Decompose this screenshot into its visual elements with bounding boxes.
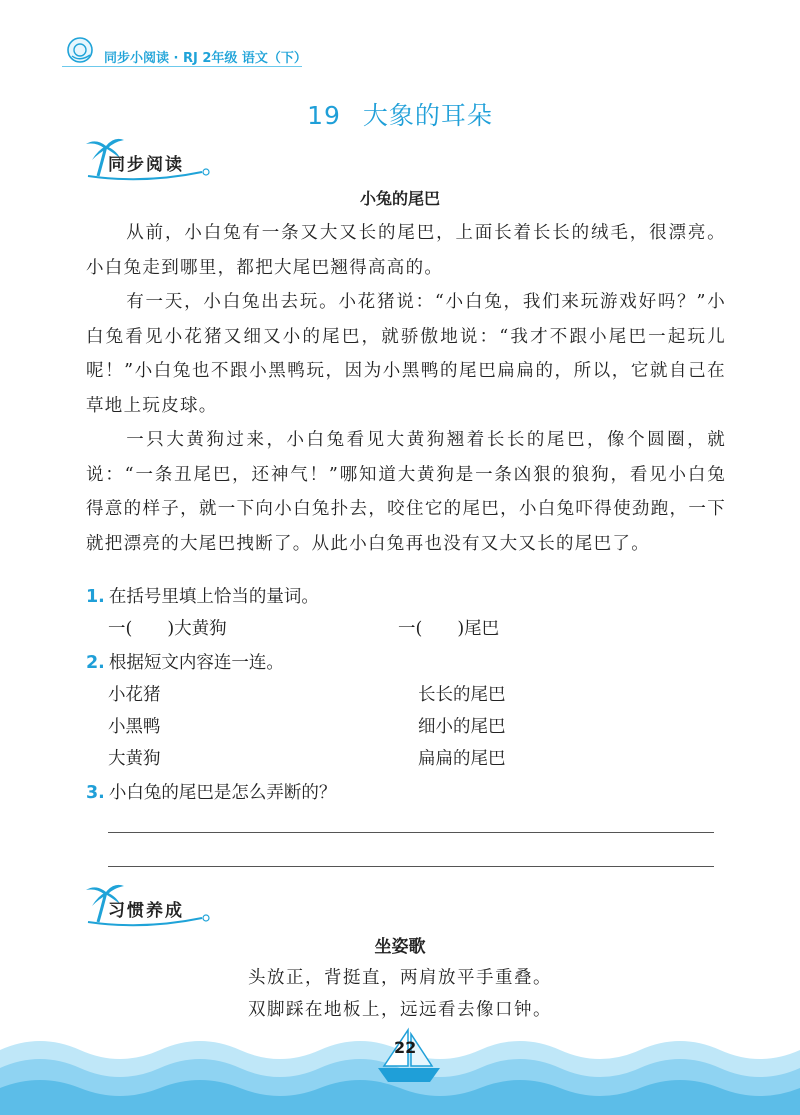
answer-line[interactable] [108,832,714,833]
lesson-title [0,96,800,132]
story-body [86,216,726,561]
wave-footer [0,1010,800,1115]
question-text: 小白兔的尾巴是怎么弄断的？ [108,783,337,803]
match-right-item[interactable]: 细小的尾巴 [418,717,506,737]
page-number: 22 [394,1038,417,1057]
answer-line[interactable] [108,866,714,867]
match-left-item[interactable]: 大黄狗 [108,749,161,769]
lesson-number: 19 [307,101,341,130]
match-right-item[interactable]: 长长的尾巴 [418,685,506,705]
poem-line: 头放正，背挺直，两肩放平手重叠。 [248,968,552,988]
story-title: 小兔的尾巴 [359,189,440,208]
q1-blank-1[interactable]: 一( )大黄狗 [108,619,227,639]
q1-blank-2[interactable]: 一( )尾巴 [398,619,500,639]
match-right-item[interactable]: 扁扁的尾巴 [418,749,506,769]
section-reading-label: 同步阅读 [108,155,184,175]
match-left-item[interactable]: 小黑鸭 [108,717,161,737]
header-rule [62,66,302,67]
sun-logo-icon [68,38,92,62]
match-left-item[interactable]: 小花猪 [108,685,161,705]
question-3 [86,779,336,804]
question-number: 2. [86,653,105,673]
header-text: 同步小阅读 · RJ 2年级 语文（下） [104,51,307,66]
poem-line: 双脚踩在地板上，远远看去像口钟。 [248,1000,552,1020]
question-number: 3. [86,783,105,803]
question-number: 1. [86,587,105,607]
story-paragraph: 从前，小白兔有一条又大又长的尾巴，上面长着长长的绒毛，很漂亮。小白兔走到哪里，都把大尾巴翘得高高的。 [86,223,726,278]
question-2 [86,649,284,674]
question-text: 在括号里填上恰当的量词。 [108,587,319,607]
story-paragraph: 一只大黄狗过来，小白兔看见大黄狗翘着长长的尾巴，像个圆圈，就说：“一条丑尾巴，还神气！”哪知道大黄狗是一条凶狠的狼狗，看见小白兔得意的样子，就一下向小白兔扑去，咬住它的尾巴，小白兔吓得使劲跑，一下就把漂亮的大尾巴拽断了。从此小白兔再也没有又大又长的尾巴了。 [86,430,726,554]
lesson-name: 大象的耳朵 [362,101,493,130]
story-paragraph: 有一天，小白兔出去玩。小花猪说：“小白兔，我们来玩游戏好吗？”小白兔看见小花猪又细又小的尾巴，就骄傲地说：“我才不跟小尾巴一起玩儿呢！”小白兔也不跟小黑鸭玩，因为小黑鸭的尾巴扁扁的，所以，它就自己在草地上玩皮球。 [86,292,726,416]
poem-title: 坐姿歌 [374,937,426,957]
section-habit-label: 习惯养成 [108,901,184,921]
question-text: 根据短文内容连一连。 [108,653,284,673]
question-1 [86,583,319,608]
